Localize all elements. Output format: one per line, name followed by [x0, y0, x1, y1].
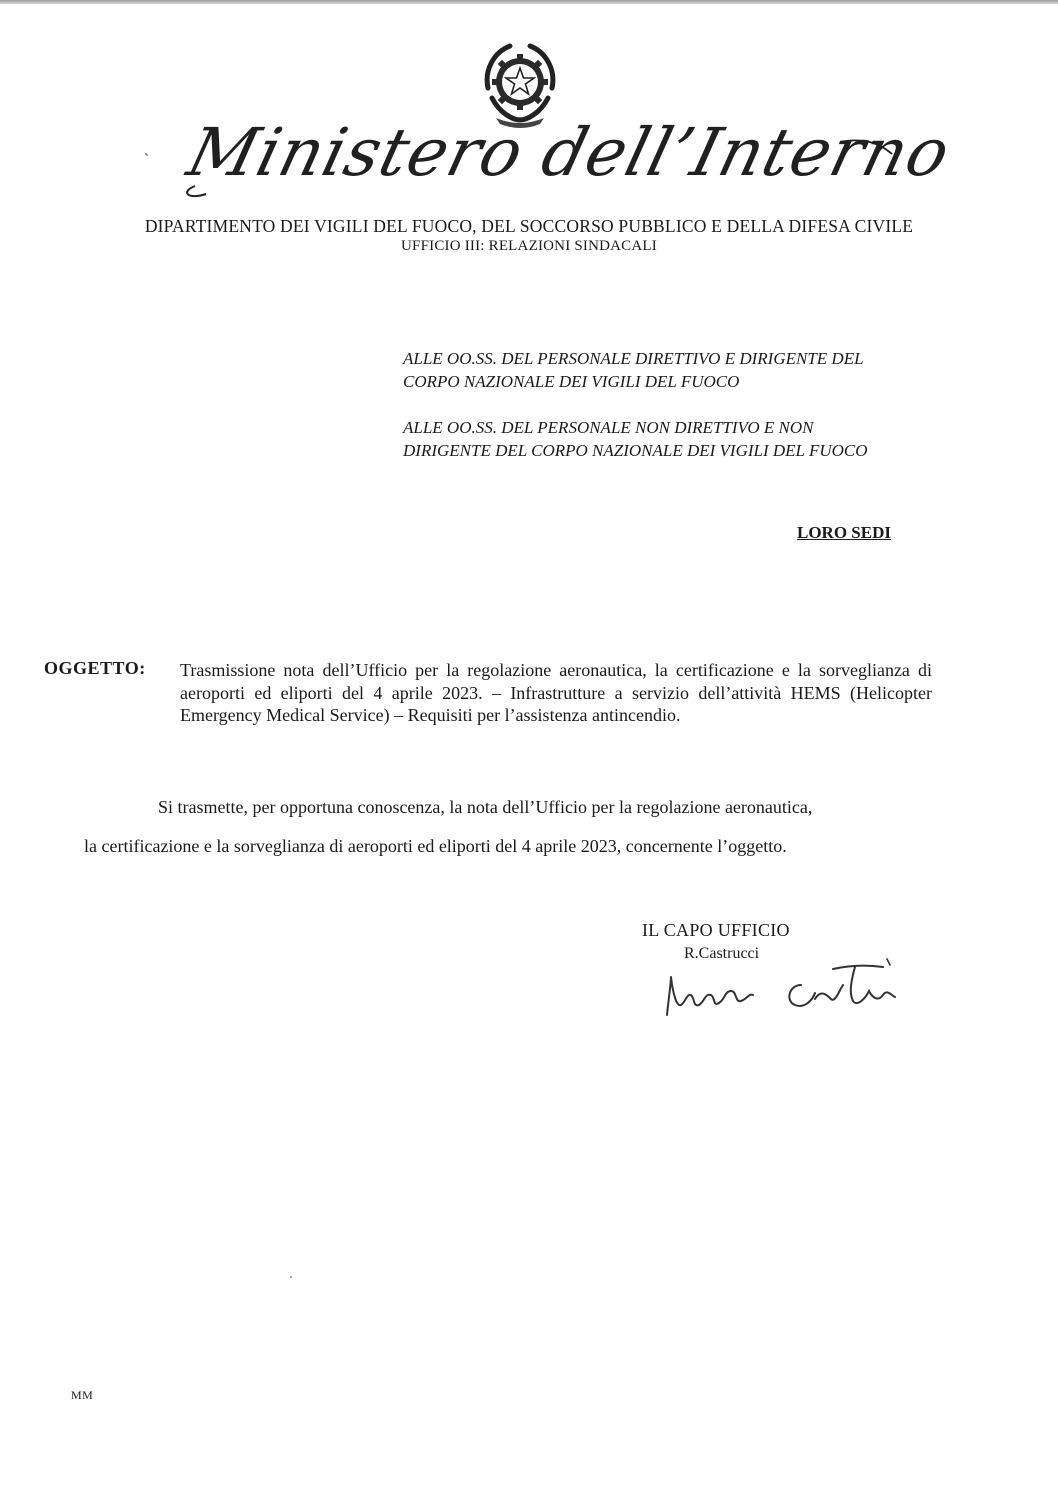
ministry-name: Ministero dell’Interno [180, 114, 959, 191]
recipient-block [403, 416, 983, 462]
ministry-header [140, 108, 959, 204]
body-text-line: Si trasmette, per opportuna conoscenza, la nota dell’Ufficio per la regolazione aeronautica, [158, 797, 813, 817]
recipient-block [403, 347, 983, 393]
recipient-line: ALLE OO.SS. DEL PERSONALE NON DIRETTIVO E NON [403, 418, 814, 437]
scan-speck [146, 154, 148, 156]
typist-initials: MM [71, 1388, 94, 1402]
handwritten-signature [655, 955, 925, 1025]
recipient-line: DIRIGENTE DEL CORPO NAZIONALE DEI VIGILI DEL FUOCO [403, 441, 868, 460]
loro-sedi: LORO SEDI [797, 523, 891, 542]
recipient-line: ALLE OO.SS. DEL PERSONALE DIRETTIVO E DIRIGENTE DEL [403, 349, 864, 368]
body-text-line: la certificazione e la sorveglianza di aeroporti ed eliporti del 4 aprile 2023, concernente l’oggetto. [84, 836, 787, 856]
subject-text: Trasmissione nota dell’Ufficio per la regolazione aeronautica, la certificazione e la sorveglianza di aeroporti ed eliporti del 4 aprile 2023. – Infrastrutture a servizio dell’attività HEMS (Helicopter Emergency Medical Service) – Requisiti per l’assistenza antincendio. [180, 660, 932, 725]
signatory-name: R.Castrucci [684, 945, 760, 962]
scan-speck [290, 1276, 292, 1278]
subject-label: OGGETTO: [44, 658, 146, 678]
office-name: UFFICIO III: RELAZIONI SINDACALI [401, 238, 657, 254]
scan-edge [0, 0, 1058, 4]
department-name: DIPARTIMENTO DEI VIGILI DEL FUOCO, DEL SOCCORSO PUBBLICO E DELLA DIFESA CIVILE [144, 216, 914, 236]
signatory-title: IL CAPO UFFICIO [642, 920, 790, 940]
recipient-line: CORPO NAZIONALE DEI VIGILI DEL FUOCO [403, 372, 740, 391]
